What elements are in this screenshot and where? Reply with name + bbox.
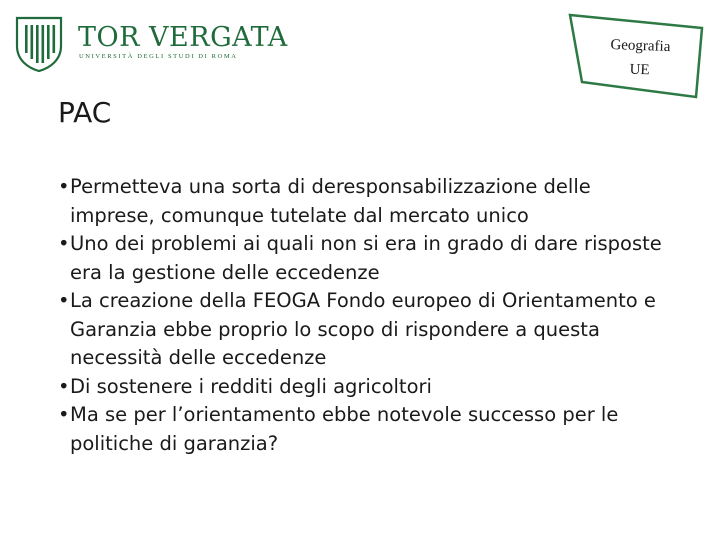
bullet-item: • Permetteva una sorta di deresponsabilizzazione delle imprese, comunque tutelate dal mercato unico <box>58 173 678 230</box>
badge-line-1: Geografia <box>610 36 671 56</box>
logo-subtitle: UNIVERSITÀ DEGLI STUDI DI ROMA <box>79 53 238 60</box>
bullet-item: • Di sostenere i redditi degli agricoltori <box>58 373 678 402</box>
logo-title: TOR VERGATA <box>78 22 288 53</box>
bullet-item: • La creazione della FEOGA Fondo europeo di Orientamento e Garanzia ebbe proprio lo scopo di rispondere a questa necessità delle eccedenze <box>58 287 678 373</box>
university-logo <box>14 12 288 72</box>
bullet-item: • Ma se per l’orientamento ebbe notevole successo per le politiche di garanzia? <box>58 401 678 458</box>
course-badge <box>562 12 712 102</box>
slide-title: PAC <box>58 96 112 129</box>
bullet-item: • Uno dei problemi ai quali non si era in grado di dare risposte era la gestione delle eccedenze <box>58 230 678 287</box>
badge-label <box>569 32 711 85</box>
badge-line-2: UE <box>629 61 650 79</box>
bullet-list <box>58 173 678 458</box>
university-seal-icon <box>14 16 64 72</box>
